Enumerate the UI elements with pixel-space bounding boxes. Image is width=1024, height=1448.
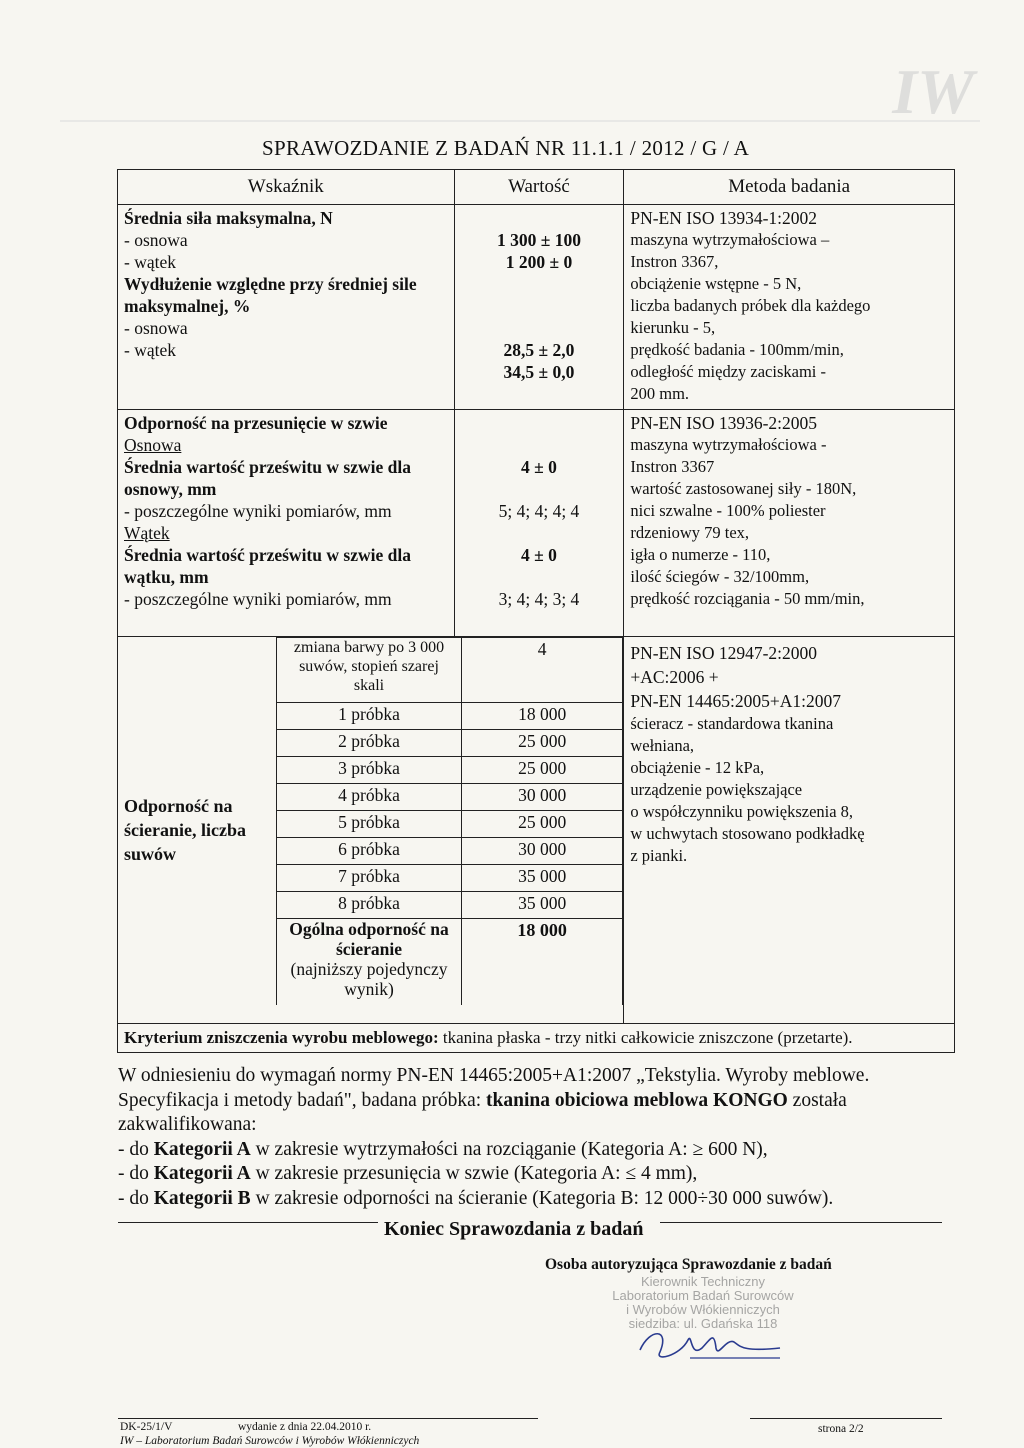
label-warp: - osnowa: [124, 230, 188, 250]
method-line: Instron 3367,: [630, 252, 719, 271]
method-line: w uchwytach stosowano podkładkę: [630, 824, 865, 843]
method-line: PN-EN ISO 13934-1:2002: [630, 208, 818, 228]
sample-row: [277, 703, 623, 730]
sample-row: [277, 892, 623, 919]
label-colour-change: zmiana barwy po 3 000 suwów, stopień szarej skali: [277, 638, 462, 703]
sample-name: 3 próbka: [277, 757, 462, 784]
method-line: obciążenie - 12 kPa,: [630, 758, 765, 777]
sample-value: 35 000: [462, 865, 623, 892]
summary-product: tkanina obiciowa meblowa KONGO: [486, 1089, 788, 1111]
value-force-warp: 1 300 ± 100: [496, 230, 581, 250]
method-line: igła o numerze - 110,: [630, 545, 771, 564]
value-seam-weft-results: 3; 4; 4; 3; 4: [498, 589, 580, 609]
summary-intro: W odniesieniu do wymagań normy PN-EN 14465:2005+A1:2007 „Tekstylia. Wyroby meblowe. Specyfikacja i metody badań", badana próbka:: [118, 1065, 870, 1111]
label-elongation: Wydłużenie względne przy średniej sile maksymalnej, %: [124, 274, 417, 316]
stamp-line: Kierownik Techniczny: [640, 1274, 766, 1289]
footer-doc-id: DK-25/1/V: [120, 1421, 173, 1433]
label-weft-heading: Wątek: [124, 523, 170, 543]
sample-row: [277, 865, 623, 892]
summary-item: [118, 1138, 948, 1163]
label-lowest-result: (najniższy pojedynczy wynik): [290, 959, 448, 999]
sample-value: 18 000: [462, 703, 623, 730]
method-line: liczba badanych próbek dla każdego: [630, 296, 871, 315]
sample-name: 4 próbka: [277, 784, 462, 811]
authorized-person-label: Osoba autoryzująca Sprawozdanie z badań: [545, 1256, 832, 1273]
results-table: [117, 169, 955, 1053]
sample-row: [277, 730, 623, 757]
method-line: +AC:2006 +: [630, 667, 719, 687]
stamp-line: siedziba: ul. Gdańska 118: [628, 1316, 778, 1331]
header-method: Metoda badania: [624, 170, 955, 205]
sample-name: 5 próbka: [277, 811, 462, 838]
footer-lab: IW – Laboratorium Badań Surowców i Wyrobów Włókienniczych: [120, 1435, 420, 1447]
method-line: urządzenie powiększające: [630, 780, 803, 799]
method-line: obciążenie wstępne - 5 N,: [630, 274, 802, 293]
summary-item: [118, 1187, 948, 1212]
sample-name: 1 próbka: [277, 703, 462, 730]
sample-value: 25 000: [462, 757, 623, 784]
value-seam-warp-results: 5; 4; 4; 4; 4: [498, 501, 580, 521]
stamp-line: Laboratorium Badań Surowców: [612, 1288, 794, 1303]
report-title: SPRAWOZDANIE Z BADAŃ NR 11.1.1 / 2012 / G / A: [262, 136, 750, 160]
table-row-tensile: [118, 205, 955, 410]
method-line: maszyna wytrzymałościowa -: [630, 435, 827, 454]
sample-value: 25 000: [462, 811, 623, 838]
table-header-row: [118, 170, 955, 205]
sample-value: 25 000: [462, 730, 623, 757]
method-line: PN-EN ISO 12947-2:2000: [630, 643, 818, 663]
summary-intro-end: została zakwalifikowana:: [118, 1089, 847, 1135]
label-seam-warp-results: - poszczególne wyniki pomiarów, mm: [124, 501, 392, 521]
label-weft-2: - wątek: [124, 340, 176, 360]
value-elong-warp: 28,5 ± 2,0: [503, 340, 575, 360]
footer-issued: wydanie z dnia 22.04.2010 r.: [238, 1421, 372, 1433]
value-force-weft: 1 200 ± 0: [505, 252, 573, 272]
label-max-force: Średnia siła maksymalna, N: [124, 208, 333, 228]
divider-right: [660, 1222, 942, 1223]
summary-item-category: Kategorii A: [153, 1163, 251, 1184]
method-line: prędkość badania - 100mm/min,: [630, 340, 844, 359]
table-row-seam-slippage: [118, 410, 955, 637]
label-abrasion: Odporność na ścieranie, liczba suwów: [124, 796, 246, 864]
value-elong-weft: 34,5 ± 0,0: [503, 362, 575, 382]
summary-item-text: w zakresie przesunięcia w szwie (Kategoria A: ≤ 4 mm),: [250, 1163, 698, 1184]
summary-item-text: w zakresie wytrzymałości na rozciąganie (Kategoria A: ≥ 600 N),: [250, 1138, 768, 1160]
abrasion-subtable: [276, 637, 623, 1005]
value-colour-change: 4: [462, 638, 623, 703]
sample-value: 35 000: [462, 892, 623, 919]
summary-item-prefix: - do: [118, 1187, 154, 1209]
method-line: o współczynniku powiększenia 8,: [630, 802, 854, 821]
label-seam-weft-mean: Średnia wartość prześwitu w szwie dla wątku, mm: [124, 545, 411, 587]
signature-icon: [630, 1318, 790, 1368]
stamp-line: i Wyrobów Włókienniczych: [626, 1302, 780, 1317]
sample-name: 6 próbka: [277, 838, 462, 865]
method-line: nici szwalne - 100% poliester: [630, 501, 826, 520]
label-weft: - wątek: [124, 252, 176, 272]
method-line: ilość ściegów - 32/100mm,: [630, 567, 810, 586]
sample-name: 2 próbka: [277, 730, 462, 757]
summary-item-prefix: - do: [118, 1138, 154, 1160]
sample-name: 7 próbka: [277, 865, 462, 892]
label-seam-slippage: Odporność na przesunięcie w szwie: [124, 413, 388, 433]
summary-item-text: w zakresie odporności na ścieranie (Kategoria B: 12 000÷30 000 suwów).: [250, 1187, 834, 1209]
footer-rule-left: [118, 1418, 538, 1419]
summary-item: [118, 1162, 948, 1187]
header-indicator: Wskaźnik: [118, 170, 455, 205]
criterion-label: Kryterium zniszczenia wyrobu meblowego:: [124, 1028, 439, 1047]
header-value: Wartość: [454, 170, 624, 205]
summary-item-category: Kategorii A: [153, 1138, 251, 1160]
method-line: rdzeniowy 79 tex,: [630, 523, 750, 542]
divider-left: [118, 1222, 378, 1223]
method-line: wartość zastosowanej siły - 180N,: [630, 479, 857, 498]
label-warp-2: - osnowa: [124, 318, 188, 338]
label-warp-heading: Osnowa: [124, 435, 182, 455]
method-line: maszyna wytrzymałościowa –: [630, 230, 830, 249]
faded-iw-logo: IW: [892, 56, 974, 127]
method-line: wełniana,: [630, 736, 695, 755]
sample-row: [277, 757, 623, 784]
footer-page: strona 2/2: [818, 1423, 864, 1435]
method-line: z pianki.: [630, 846, 688, 865]
label-seam-warp-mean: Średnia wartość prześwitu w szwie dla osnowy, mm: [124, 457, 411, 499]
summary-item-prefix: - do: [118, 1163, 154, 1184]
end-of-report: Koniec Sprawozdania z badań: [384, 1218, 644, 1240]
method-line: ścieracz - standardowa tkanina: [630, 714, 834, 733]
method-line: kierunku - 5,: [630, 318, 716, 337]
sample-value: 30 000: [462, 838, 623, 865]
table-row-abrasion: [118, 637, 955, 1024]
method-line: Instron 3367: [630, 457, 715, 476]
value-overall-abrasion: 18 000: [462, 919, 623, 1006]
sample-row: [277, 784, 623, 811]
label-seam-weft-results: - poszczególne wyniki pomiarów, mm: [124, 589, 392, 609]
value-seam-weft-mean: 4 ± 0: [521, 545, 557, 565]
method-line: PN-EN 14465:2005+A1:2007: [630, 691, 841, 711]
summary-paragraph: [118, 1064, 948, 1211]
faded-letterhead: [60, 50, 980, 122]
sample-row: [277, 811, 623, 838]
method-line: PN-EN ISO 13936-2:2005: [630, 413, 818, 433]
method-line: odległość między zaciskami -: [630, 362, 826, 381]
method-line: 200 mm.: [630, 384, 690, 403]
label-overall-abrasion: Ogólna odporność na ścieranie: [289, 919, 449, 959]
table-row-criterion: [118, 1024, 955, 1053]
summary-item-category: Kategorii B: [153, 1187, 251, 1209]
sample-row: [277, 838, 623, 865]
footer-rule-right: [750, 1418, 942, 1419]
criterion-text: tkanina płaska - trzy nitki całkowicie zniszczone (przetarte).: [438, 1028, 853, 1047]
sample-value: 30 000: [462, 784, 623, 811]
method-line: prędkość rozciągania - 50 mm/min,: [630, 589, 865, 608]
sample-name: 8 próbka: [277, 892, 462, 919]
value-seam-warp-mean: 4 ± 0: [521, 457, 557, 477]
